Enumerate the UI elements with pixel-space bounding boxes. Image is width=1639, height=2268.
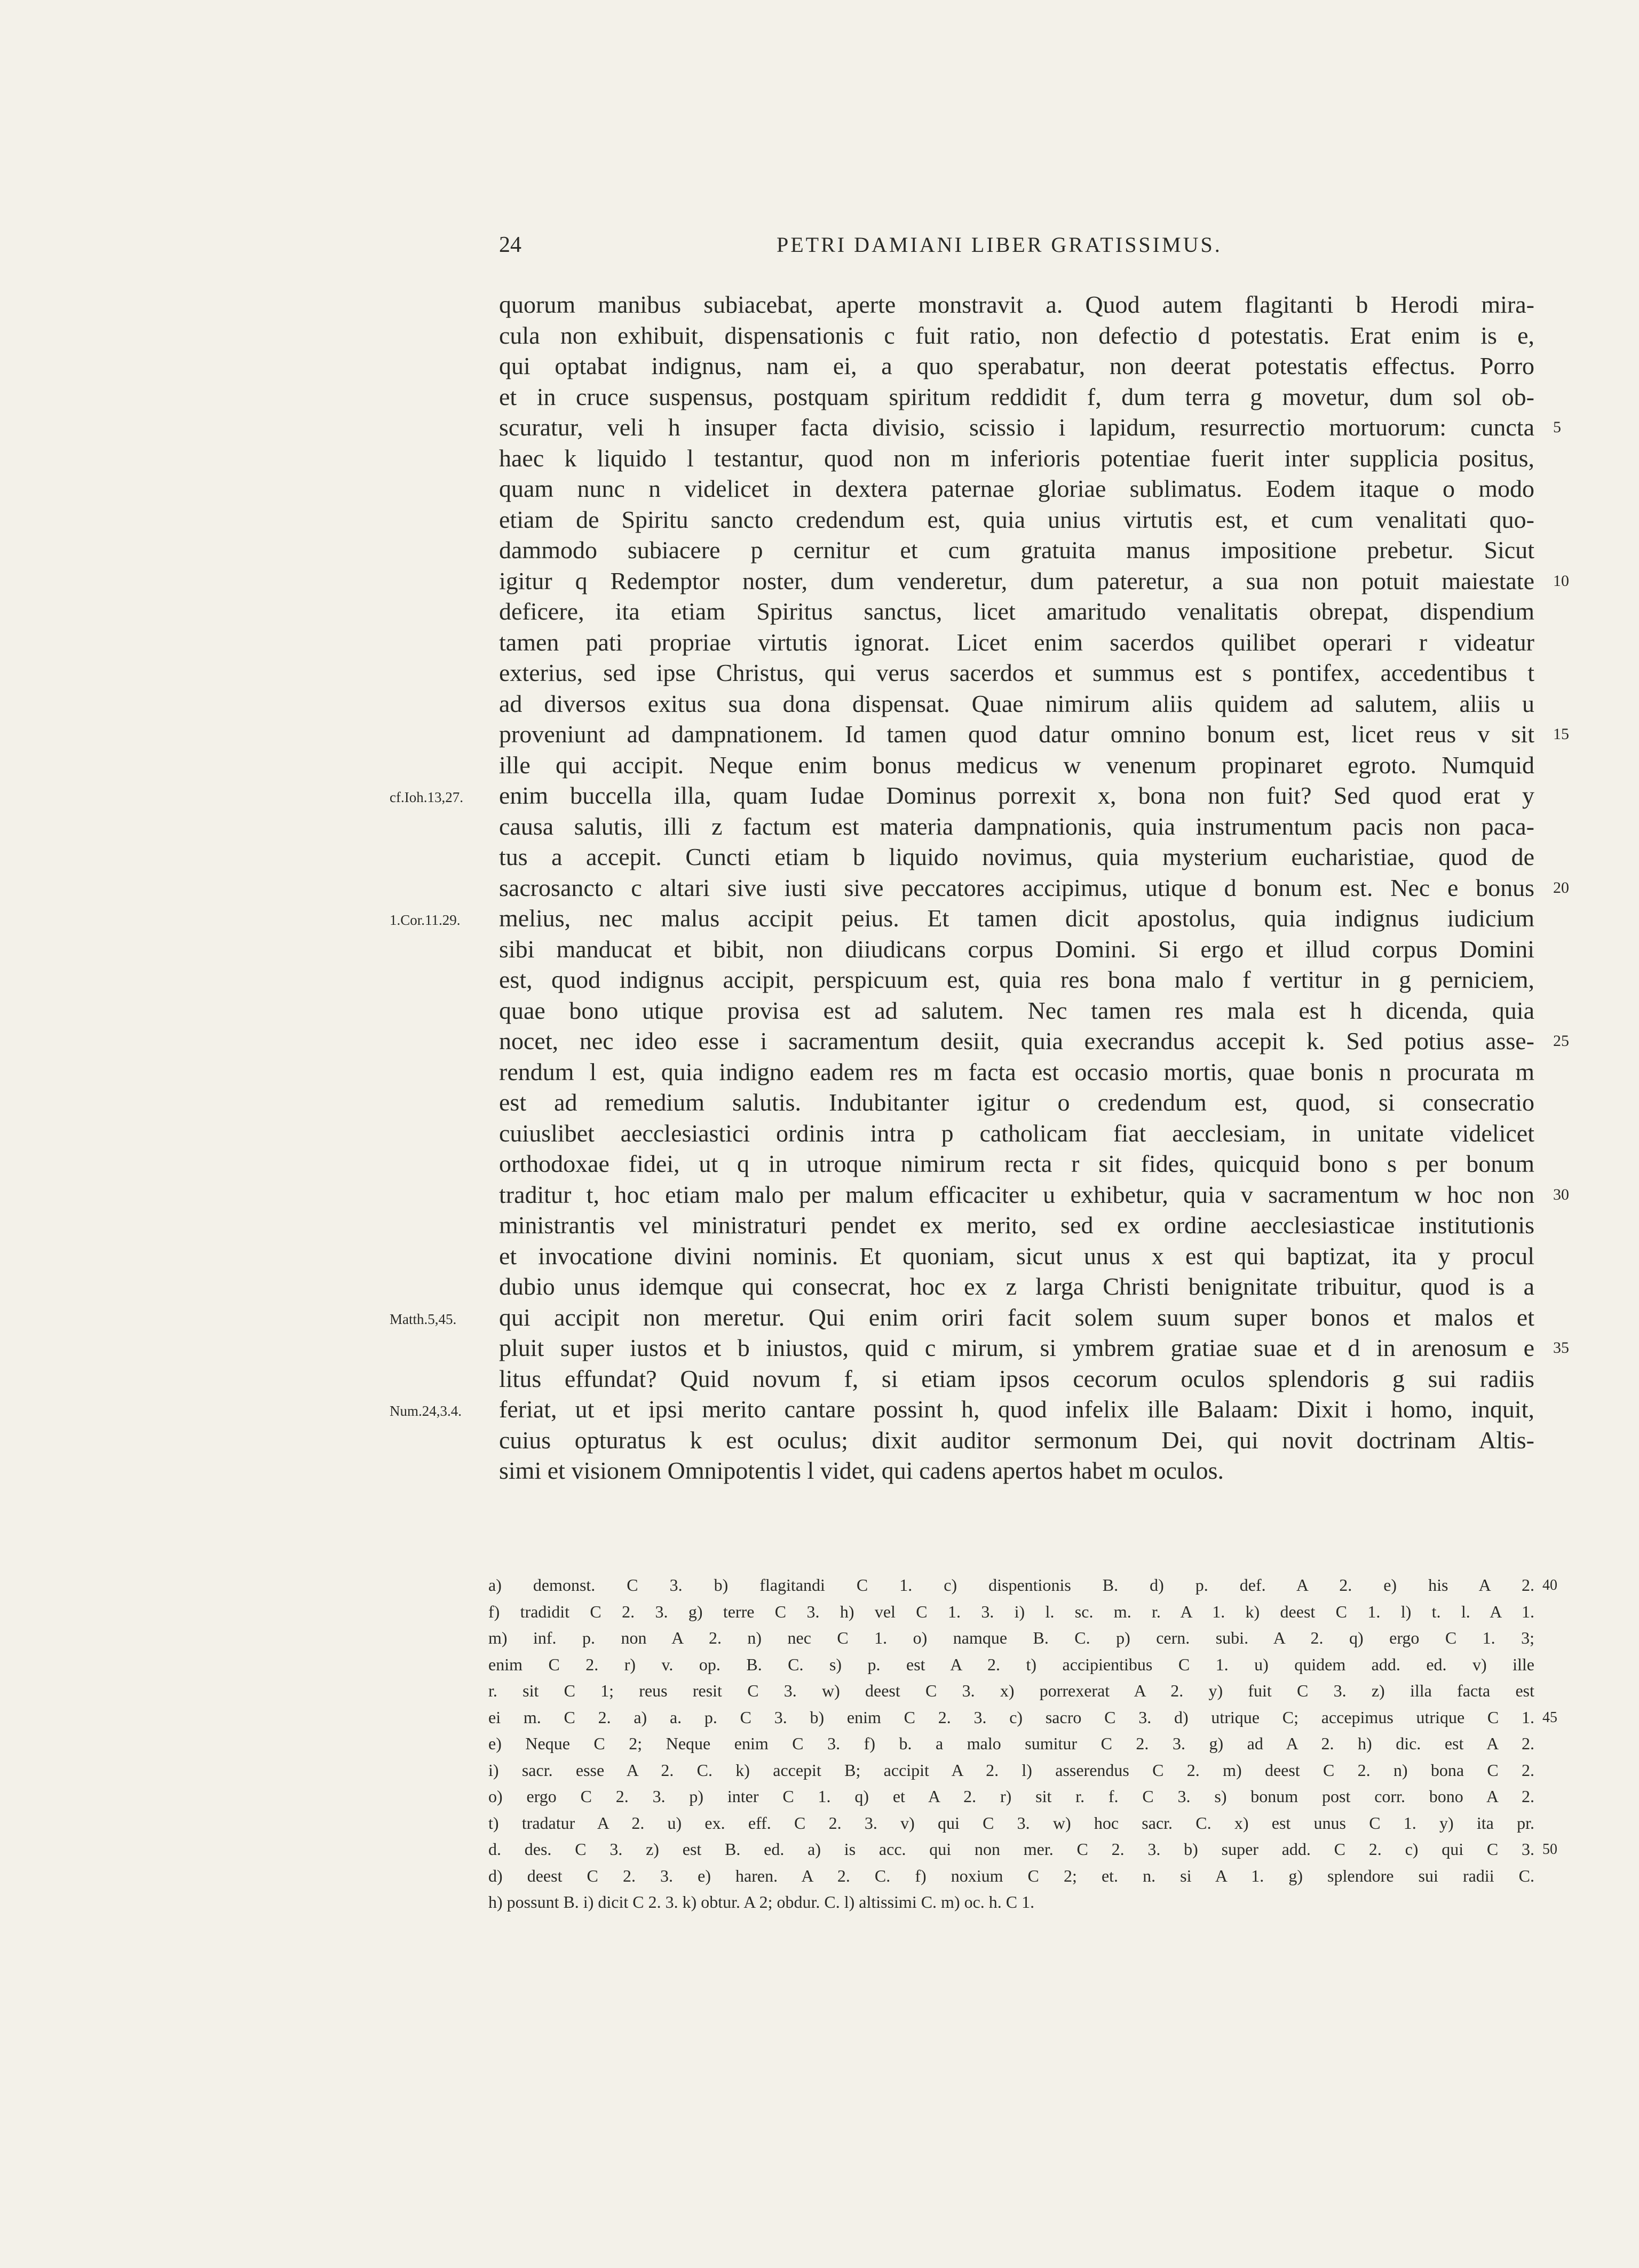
line-text: qui optabat indignus, nam ei, a quo sperabatur, non deerat potestatis effectus. Porro: [499, 352, 1534, 379]
marginal-reference: Num.24,3.4.: [390, 1403, 462, 1419]
text-line: [499, 688, 1534, 719]
text-line: [499, 750, 1534, 781]
page-number: 24: [499, 233, 521, 257]
line-text: dammodo subiacere p cernitur et cum gratuita manus impositione prebetur. Sicut: [499, 536, 1534, 564]
footnote-line: [488, 1731, 1556, 1757]
line-number: 20: [1553, 878, 1569, 897]
footnote-text: ei m. C 2. a) a. p. C 3. b) enim C 2. 3. c) sacro C 3. d) utrique C; accepimus utrique C 1.: [488, 1707, 1534, 1727]
text-line: [499, 1179, 1569, 1210]
text-line: [499, 1148, 1534, 1179]
running-title: PETRI DAMIANI LIBER GRATISSIMUS.: [777, 233, 1222, 257]
line-text: pluit super iustos et b iniustos, quid c mirum, si ymbrem gratiae suae et d in arenosum e: [499, 1334, 1534, 1361]
line-number: 15: [1553, 725, 1569, 743]
line-number: 5: [1553, 418, 1561, 436]
line-number: 25: [1553, 1032, 1569, 1050]
text-line: [499, 964, 1534, 995]
line-text: sibi manducat et bibit, non diiudicans corpus Domini. Si ergo et illud corpus Domini: [499, 935, 1534, 963]
line-text: cula non exhibuit, dispensationis c fuit ratio, non defectio d potestatis. Erat enim is e,: [499, 321, 1534, 349]
line-text: quae bono utique provisa est ad salutem. Nec tamen res mala est h dicenda, quia: [499, 996, 1534, 1024]
footnote-text: o) ergo C 2. 3. p) inter C 1. q) et A 2. r) sit r. f. C 3. s) bonum post corr. bono A 2.: [488, 1787, 1534, 1806]
text-line: [390, 903, 1534, 934]
text-line: [499, 412, 1561, 443]
line-text: quam nunc n videlicet in dextera paternae gloriae sublimatus. Eodem itaque o modo: [499, 475, 1534, 502]
line-text: simi et visionem Omnipotentis l videt, qui cadens apertos habet m oculos.: [499, 1457, 1224, 1484]
line-text: dubio unus idemque qui consecrat, hoc ex z larga Christi benignitate tribuitur, quod is a: [499, 1273, 1534, 1300]
text-line: [499, 657, 1534, 688]
footnotes: [488, 1572, 1556, 1916]
text-line: [499, 1271, 1534, 1302]
footnote-line: [488, 1625, 1556, 1652]
line-text: orthodoxae fidei, ut q in utroque nimirum recta r sit fides, quicquid bono s per bonum: [499, 1150, 1534, 1177]
text-line: [499, 1210, 1534, 1241]
text-line: [499, 873, 1569, 903]
line-number: 35: [1553, 1339, 1569, 1357]
footnote-text: h) possunt B. i) dicit C 2. 3. k) obtur. A 2; obdur. C. l) altissimi C. m) oc. h. C 1.: [488, 1892, 1035, 1912]
text-line: [499, 1455, 1534, 1486]
text-line: [499, 1087, 1534, 1118]
line-text: quorum manibus subiacebat, aperte monstravit a. Quod autem flagitanti b Herodi mira-: [499, 291, 1534, 318]
text-line: [499, 382, 1534, 413]
footnote-line: [488, 1678, 1556, 1704]
line-text: feriat, ut et ipsi merito cantare possint h, quod infelix ille Balaam: Dixit i homo, inquit,: [499, 1395, 1534, 1423]
marginal-reference: cf.Ioh.13,27.: [390, 789, 463, 805]
text-line: [499, 1363, 1534, 1394]
text-line: [390, 1394, 1534, 1425]
line-text: haec k liquido l testantur, quod non m inferioris potentiae fuerit inter supplicia positus,: [499, 444, 1534, 472]
text-line: [499, 1026, 1569, 1057]
body-text: [390, 289, 1569, 1486]
footnote-line: [488, 1704, 1556, 1731]
text-line: [499, 1241, 1534, 1272]
text-line: [499, 596, 1534, 627]
text-line: [499, 811, 1534, 842]
text-line: [499, 1057, 1534, 1088]
text-line: [499, 719, 1569, 750]
text-line: [499, 566, 1569, 597]
line-text: nocet, nec ideo esse i sacramentum desiit, quia execrandus accepit k. Sed potius asse-: [499, 1027, 1534, 1054]
line-text: sacrosancto c altari sive iusti sive peccatores accipimus, utique d bonum est. Nec e bonus: [499, 874, 1534, 901]
text-line: [499, 504, 1534, 535]
footnote-text: i) sacr. esse A 2. C. k) accepit B; accipit A 2. l) asserendus C 2. m) deest C 2. n) bona C 2.: [488, 1760, 1534, 1780]
line-number: 45: [1542, 1709, 1557, 1726]
footnote-text: r. sit C 1; reus resit C 3. w) deest C 3. x) porrexerat A 2. y) fuit C 3. z) illa facta est: [488, 1681, 1534, 1700]
footnote-text: t) tradatur A 2. u) ex. eff. C 2. 3. v) qui C 3. w) hoc sacr. C. x) est unus C 1. y) ita pr.: [488, 1813, 1534, 1833]
footnote-line: [488, 1599, 1556, 1625]
footnote-text: e) Neque C 2; Neque enim C 3. f) b. a malo sumitur C 2. 3. g) ad A 2. h) dic. est A 2.: [488, 1734, 1534, 1753]
line-text: ministrantis vel ministraturi pendet ex merito, sed ex ordine aecclesiasticae institutionis: [499, 1211, 1534, 1239]
text-line: [390, 1302, 1534, 1333]
line-text: proveniunt ad dampnationem. Id tamen quod datur omnino bonum est, licet reus v sit: [499, 720, 1534, 748]
line-text: igitur q Redemptor noster, dum venderetur, dum pateretur, a sua non potuit maiestate: [499, 567, 1534, 594]
line-text: cuiuslibet aecclesiastici ordinis intra p catholicam fiat aecclesiam, in unitate videlicet: [499, 1119, 1534, 1147]
text-line: [499, 627, 1534, 658]
line-text: causa salutis, illi z factum est materia dampnationis, quia instrumentum pacis non paca-: [499, 812, 1534, 840]
footnote-text: d) deest C 2. 3. e) haren. A 2. C. f) noxium C 2; et. n. si A 1. g) splendore sui radii C.: [488, 1866, 1534, 1885]
line-text: scuratur, veli h insuper facta divisio, scissio i lapidum, resurrectio mortuorum: cuncta: [499, 414, 1534, 441]
line-text: cuius opturatus k est oculus; dixit auditor sermonum Dei, qui novit doctrinam Altis-: [499, 1426, 1534, 1454]
text-line: [499, 535, 1534, 566]
footnote-line: [488, 1810, 1556, 1837]
line-text: ad diversos exitus sua dona dispensat. Quae nimirum aliis quidem ad salutem, aliis u: [499, 689, 1534, 717]
line-text: litus effundat? Quid novum f, si etiam ipsos cecorum oculos splendoris g sui radiis: [499, 1365, 1534, 1392]
line-number: 10: [1553, 572, 1569, 590]
footnote-line: [488, 1757, 1556, 1784]
text-line: [390, 780, 1534, 811]
line-text: tus a accepit. Cuncti etiam b liquido novimus, quia mysterium eucharistiae, quod de: [499, 843, 1534, 870]
line-text: melius, nec malus accipit peius. Et tamen dicit apostolus, quia indignus iudicium: [499, 905, 1534, 932]
line-text: deficere, ita etiam Spiritus sanctus, licet amaritudo venalitatis obrepat, dispendium: [499, 598, 1534, 625]
line-number: 50: [1542, 1841, 1557, 1858]
line-text: et in cruce suspensus, postquam spiritum reddidit f, dum terra g movetur, dum sol ob-: [499, 383, 1534, 410]
footnote-text: f) tradidit C 2. 3. g) terre C 3. h) vel C 1. 3. i) l. sc. m. r. A 1. k) deest C 1. l) t. l. A 1.: [488, 1601, 1534, 1621]
line-number: 30: [1553, 1185, 1569, 1203]
footnote-line: [488, 1863, 1556, 1890]
line-text: etiam de Spiritu sancto credendum est, quia unius virtutis est, et cum venalitati quo-: [499, 505, 1534, 533]
line-text: et invocatione divini nominis. Et quoniam, sicut unus x est qui baptizat, ita y procul: [499, 1242, 1534, 1270]
text-line: [499, 473, 1534, 504]
line-text: rendum l est, quia indigno eadem res m facta est occasio mortis, quae bonis n procurata m: [499, 1058, 1534, 1085]
footnote-text: enim C 2. r) v. op. B. C. s) p. est A 2. t) accipientibus C 1. u) quidem add. ed. v) ille: [488, 1654, 1534, 1674]
marginal-reference: 1.Cor.11.29.: [390, 912, 461, 928]
text-line: [499, 842, 1534, 873]
footnote-text: d. des. C 3. z) est B. ed. a) is acc. qui non mer. C 2. 3. b) super add. C 2. c) qui C 3.: [488, 1839, 1534, 1859]
text-line: [499, 1333, 1569, 1363]
line-text: qui accipit non meretur. Qui enim oriri facit solem suum super bonos et malos et: [499, 1303, 1534, 1331]
text-line: [499, 1425, 1534, 1456]
footnote-line: [488, 1889, 1556, 1916]
footnote-text: m) inf. p. non A 2. n) nec C 1. o) namque B. C. p) cern. subi. A 2. q) ergo C 1. 3;: [488, 1628, 1534, 1647]
footnote-text: a) demonst. C 3. b) flagitandi C 1. c) dispentionis B. d) p. def. A 2. e) his A 2.: [488, 1575, 1534, 1595]
text-line: [499, 289, 1534, 320]
marginal-reference: Matth.5,45.: [390, 1311, 457, 1327]
text-line: [499, 320, 1534, 351]
line-text: enim buccella illa, quam Iudae Dominus porrexit x, bona non fuit? Sed quod erat y: [499, 782, 1534, 809]
line-text: est ad remedium salutis. Indubitanter igitur o credendum est, quod, si consecratio: [499, 1089, 1534, 1116]
line-text: est, quod indignus accipit, perspicuum est, quia res bona malo f vertitur in g perniciem,: [499, 966, 1534, 993]
page-header: [499, 232, 1502, 264]
text-line: [499, 934, 1534, 965]
line-text: traditur t, hoc etiam malo per malum efficaciter u exhibetur, quia v sacramentum w hoc non: [499, 1180, 1534, 1208]
text-line: [499, 443, 1534, 474]
text-line: [499, 351, 1534, 382]
text-line: [499, 995, 1534, 1026]
line-text: exterius, sed ipse Christus, qui verus sacerdos et summus est s pontifex, accedentibus t: [499, 659, 1534, 686]
footnote-line: [488, 1836, 1556, 1863]
line-text: tamen pati propriae virtutis ignorat. Licet enim sacerdos quilibet operari r videatur: [499, 628, 1534, 656]
line-text: ille qui accipit. Neque enim bonus medicus w venenum propinaret egroto. Numquid: [499, 751, 1534, 779]
footnote-line: [488, 1572, 1556, 1599]
footnote-line: [488, 1783, 1556, 1810]
footnote-line: [488, 1652, 1556, 1678]
line-number: 40: [1542, 1577, 1557, 1593]
text-line: [499, 1118, 1534, 1149]
